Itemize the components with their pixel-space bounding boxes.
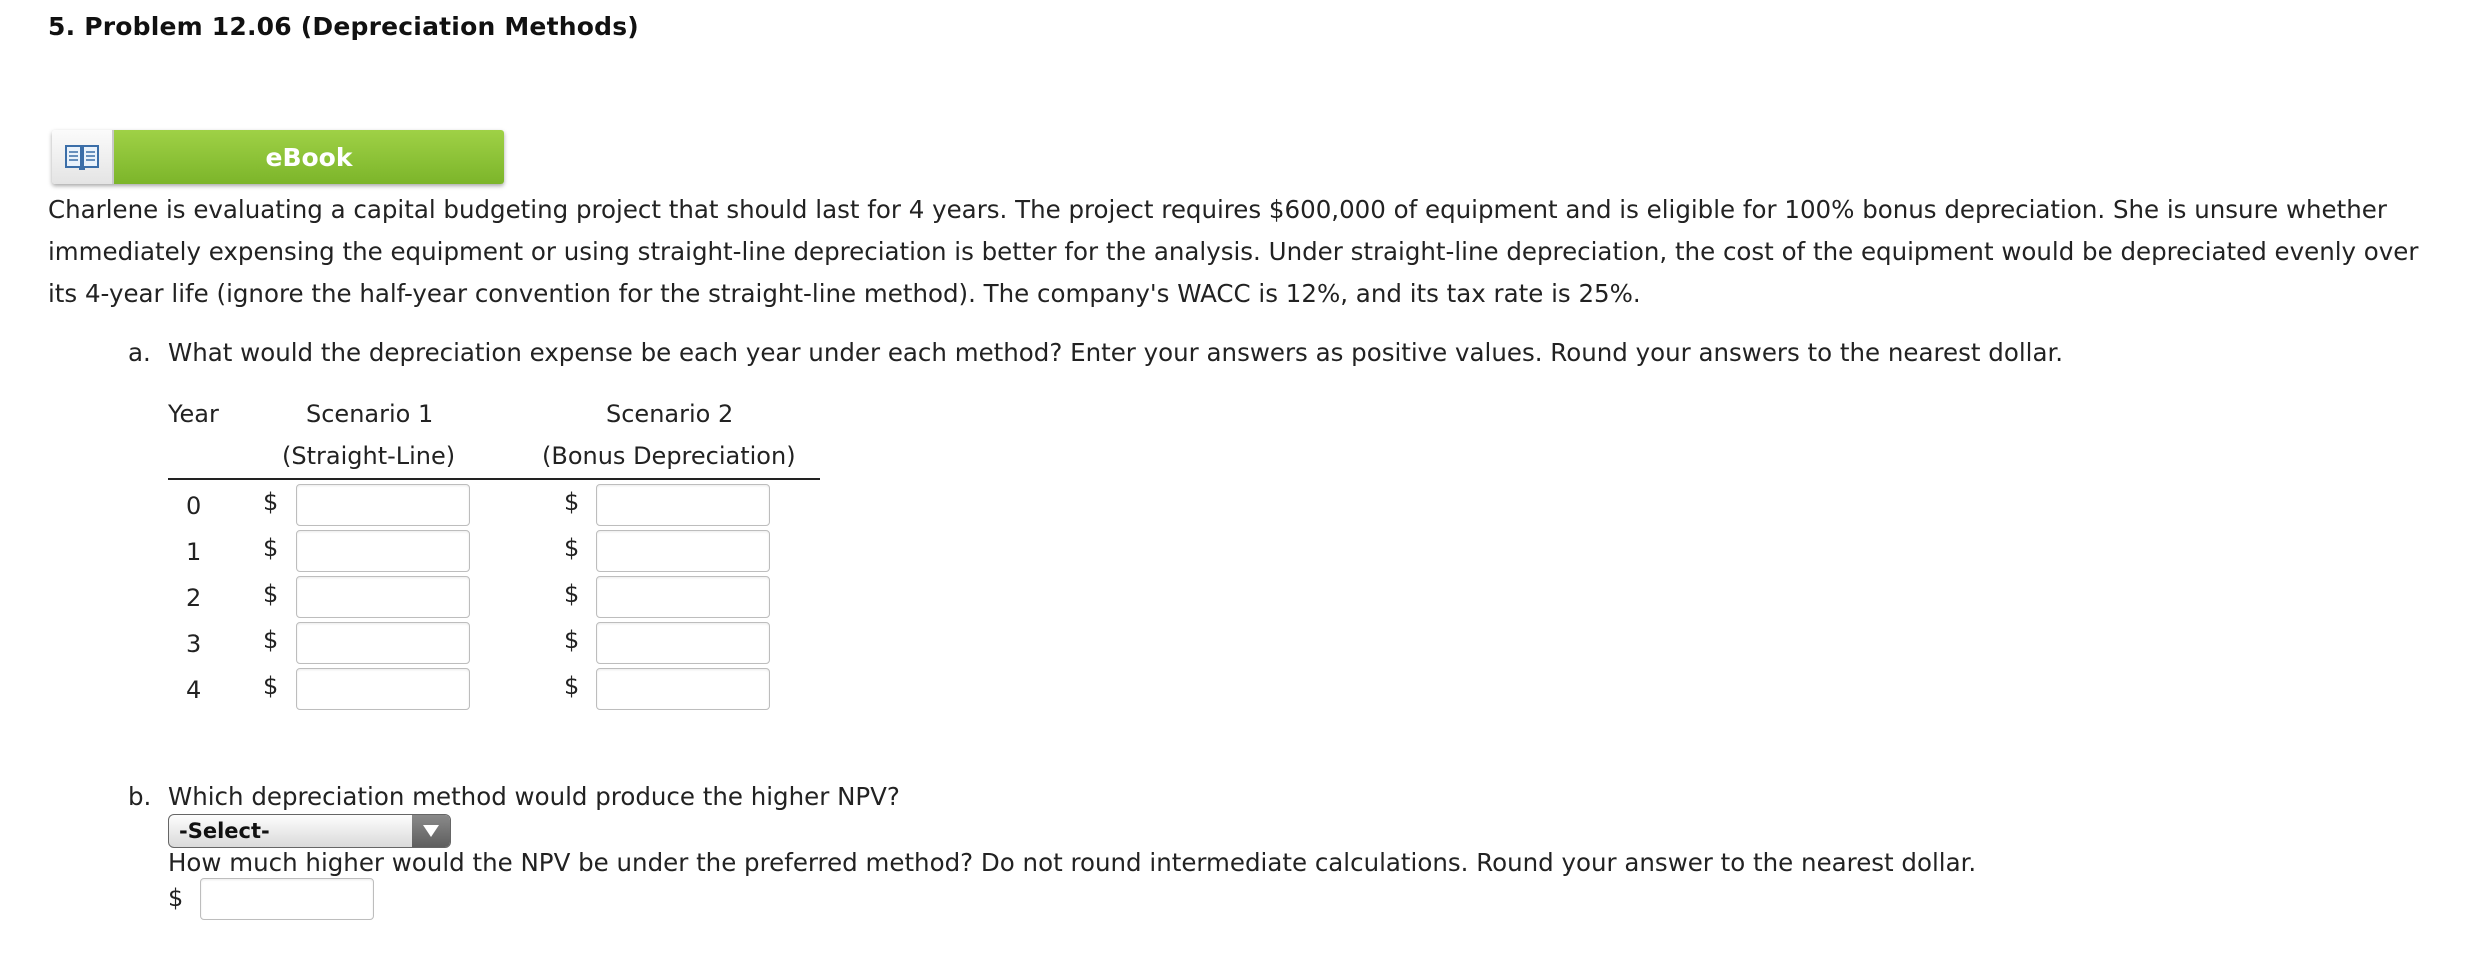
problem-title: 5. Problem 12.06 (Depreciation Methods) <box>48 12 639 41</box>
year-cell: 3 <box>186 630 202 658</box>
part-a-question <box>128 335 2063 371</box>
year-cell: 0 <box>186 492 202 520</box>
dollar-sign: $ <box>263 488 279 516</box>
dollar-sign: $ <box>263 626 279 654</box>
scenario-1-input[interactable] <box>296 668 470 710</box>
year-cell: 4 <box>186 676 202 704</box>
table-row <box>168 574 820 620</box>
part-b-question <box>128 782 900 811</box>
part-a-text: What would the depreciation expense be each year under each method? Enter your answers as positive values. Round your answers to the nearest dollar. <box>168 338 2064 367</box>
scenario-2-input[interactable] <box>596 576 770 618</box>
header-rule <box>168 478 820 480</box>
scenario-1-input[interactable] <box>296 576 470 618</box>
part-b-text: Which depreciation method would produce the higher NPV? <box>168 782 900 811</box>
problem-intro: Charlene is evaluating a capital budgeting project that should last for 4 years. The project requires $600,000 of equipment and is eligible for 100% bonus depreciation. She is unsure whether immediately expensing the equipment or using straight-line depreciation is better for the analysis. Under straight-line depreciation, the cost of the equipment would be depreciated evenly over its 4-year life (ignore the half-year convention for the straight-line method). The company's WACC is 12%, and its tax rate is 25%. <box>48 195 2419 308</box>
col-header-scenario-2-sub: (Bonus Depreciation) <box>542 442 796 470</box>
scenario-2-input[interactable] <box>596 530 770 572</box>
year-cell: 1 <box>186 538 202 566</box>
col-header-scenario-1-sub: (Straight-Line) <box>282 442 456 470</box>
col-header-scenario-1: Scenario 1 <box>306 400 434 428</box>
dollar-sign: $ <box>564 488 580 516</box>
dollar-sign: $ <box>168 884 184 912</box>
dollar-sign: $ <box>564 672 580 700</box>
npv-difference-input[interactable] <box>200 878 374 920</box>
dollar-sign: $ <box>263 672 279 700</box>
scenario-2-input[interactable] <box>596 668 770 710</box>
scenario-1-input[interactable] <box>296 530 470 572</box>
select-value: -Select- <box>179 819 270 843</box>
table-row <box>168 528 820 574</box>
table-row <box>168 666 820 712</box>
method-select[interactable] <box>168 814 451 848</box>
table-row <box>168 482 820 528</box>
book-icon <box>52 130 114 184</box>
part-b-label: b. <box>128 782 152 811</box>
dollar-sign: $ <box>564 580 580 608</box>
chevron-down-icon[interactable] <box>412 815 450 847</box>
part-a-label: a. <box>128 338 151 367</box>
scenario-1-input[interactable] <box>296 622 470 664</box>
dollar-sign: $ <box>564 626 580 654</box>
scenario-2-input[interactable] <box>596 622 770 664</box>
year-cell: 2 <box>186 584 202 612</box>
scenario-1-input[interactable] <box>296 484 470 526</box>
part-b-question-2: How much higher would the NPV be under the preferred method? Do not round intermediate calculations. Round your answer to the nearest dollar. <box>168 848 1977 877</box>
ebook-label: eBook <box>114 130 504 184</box>
scenario-2-input[interactable] <box>596 484 770 526</box>
table-row <box>168 620 820 666</box>
dollar-sign: $ <box>564 534 580 562</box>
col-header-scenario-2: Scenario 2 <box>606 400 734 428</box>
col-header-year: Year <box>168 400 219 428</box>
dollar-sign: $ <box>263 534 279 562</box>
ebook-button[interactable] <box>52 130 504 184</box>
dollar-sign: $ <box>263 580 279 608</box>
